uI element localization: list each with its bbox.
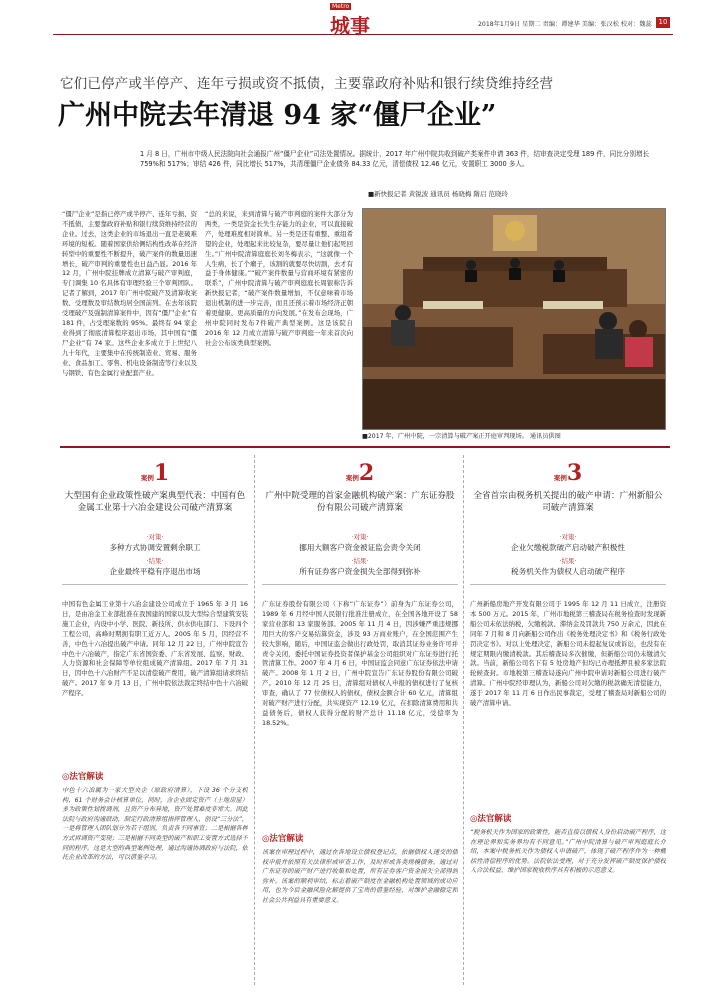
case-3-remedy: 企业欠缴税款破产启动破产积极性 bbox=[511, 543, 625, 552]
case-3-law-body: “税务机关作为国家的政策性，能否直接以债权人身份启动破产程序，这在理论界和实务界均有不同意见。”广州中院清算与破产审判庭庭长介绍，本案中税务机关作为债权人申请破产，体现了破产程序作为一种概括性清偿程序的优势。法院依法受理，对于充分发挥破产制度保护债权人合法权益、维护国家税收秩序具有积极的示范意义。 bbox=[470, 829, 666, 875]
case-2-label: 案例 bbox=[345, 474, 359, 482]
date-line: 2018年1月9日 星期二 责编：谭建华 美编：张汉松 校对：魏蕊 bbox=[478, 21, 652, 28]
article-headline: 广州中院去年清退 94 家“僵尸企业” bbox=[58, 100, 497, 131]
column-divider-2 bbox=[463, 455, 464, 985]
case-3-result: 税务机关作为债权人启动破产程序 bbox=[511, 567, 625, 576]
case-2-remedy-tag: ·对策· bbox=[351, 533, 369, 541]
case-2-law-body: 该案在审理过程中，通过在各地设立债权登记点，依据债权人递交的债权申报并依照有关法律形成审查工作，及时形成各类规模债务。通过对广东证券的破产财产进行收集和处置，所有证券客户资金损失全部得到弥补。该案的顺利审结，标志着破产制度在金融机构处置领域的成功应用，也为今后金融风险化解提供了宝贵的借鉴经验，对维护金融稳定和社会公共利益具有重要意义。 bbox=[262, 849, 458, 904]
case-1-rule bbox=[62, 584, 248, 585]
article-column-2: “总的来说，来到清算与破产审判庭的案件大部分为两类，一类是资金长失生存能力的企业，可以直接破产，处理难度相对简单。另一类是还有重整、重组希望的企业，处理起来比较复杂，要尽量让他们起死回生。”广州中院清算庭庭长刘冬梅表示，“这就像一个人生病，长了个瘤子，该割的就要尽快切割，去才有益于身体健康。”“破产案件数量与营商环境有紧密的联系”，广州中院清算与破产审判庭庭长周银称告诉新快报记者，“破产案件数量增加，不仅意味着市场退出机制的进一步完善，而且还预示着市场经济正朝着更健康、更高质量的方向发展。”在发布会现场，广州中院同时发布7件破产典型案例。这是该院自 2016 年 12 月成立清算与破产审判庭一年来首次向社会公布该类典型案例。 bbox=[205, 210, 353, 347]
article-lead: 1 月 8 日，广州市中级人民法院向社会通报广州“僵尸企业”司法处置情况。据统计，2017 年广州中院共收到破产类案件申请 363 件，结审查决定受理 189 件，同比分别增长 759%和 517%；审结 426 件，同比增长 517%，共清理僵尸企业债务 84.33 亿元，清偿债权 12.46 亿元，安置职工 3000 多人。 bbox=[140, 150, 650, 169]
photo-caption: ■2017 年，广州中院，一宗清算与破产案正开庭审判现场。 通讯员供图 bbox=[362, 433, 561, 440]
case-1-number: 1 bbox=[153, 460, 170, 486]
case-2-result: 所有证券客户资金损失全部得到弥补 bbox=[299, 567, 421, 576]
case-2-header bbox=[262, 460, 458, 486]
case-3-remedy-tag: ·对策· bbox=[559, 533, 577, 541]
case-2-result-tag: ·结果· bbox=[351, 557, 369, 565]
courtroom-photo bbox=[362, 208, 666, 430]
case-1-remedy: 多种方式协调安置剩余职工 bbox=[109, 543, 201, 552]
case-2-number: 2 bbox=[358, 460, 375, 486]
case-2-title: 广州中院受理的首家金融机构破产案：广东证券股份有限公司破产清算案 bbox=[265, 491, 455, 513]
case-3-number: 3 bbox=[566, 460, 583, 486]
page-number: 10 bbox=[656, 17, 670, 28]
reporter-byline: ■新快报记者 黄锐波 通讯员 杨晓梅 隋启 范晓玲 bbox=[368, 190, 508, 198]
case-2-remedy: 挪用大额客户资金被证监会责令关闭 bbox=[299, 543, 421, 552]
cases-top-rule bbox=[60, 446, 670, 448]
case-1-law-title: ◎法官解读 bbox=[62, 772, 104, 782]
article-subtitle: 它们已停产或半停产、连年亏损或资不抵债，主要靠政府补贴和银行续贷维持经营 bbox=[60, 76, 554, 92]
case-3-result-tag: ·结果· bbox=[559, 557, 577, 565]
case-2-body: 广东证券股份有限公司（下称“广东证券”）前身为广东证券公司，1989 年 6 月经中国人民银行批准注册成立，在全国各地开设了 58 家营业部和 13 家服务部。2005 年 11 月 4 日，因涉嫌严重违规挪用巨大的客户交易结算资金，涉及 93 万商业账户，在全国范围产生较大影响，随后，中国证监会做出行政处罚，取消其证券业务许可并责令关闭，委托中国证券投资者保护基金公司组织对广东证券进行托管清算工作。2007 年 4 月 6 日，中国证监会同意广东证券依法申请破产。2008 年 1 月 2 日，广州中院宣告广东证券股份有限公司破产。2010 年 12 月 25 日，清算组对债权人申报的债权进行了复核审查，确认了 77 位债权人的债权，债权金额合计 60 亿元，清算组对破产财产进行分配，共实现资产 12.19 亿元，在扣除清算费用和共益债务后，债权人获得分配的财产总计 11.18 亿元，受偿率为 18.52%。 bbox=[262, 600, 458, 727]
case-3-rule bbox=[470, 584, 666, 585]
column-divider-1 bbox=[254, 455, 255, 985]
case-3-body: 广州新船房地产开发有限公司于 1995 年 12 月 11 日成立，注册资本 500 万元。2015 年，广州市地税第三稽查局在税务检查时发现新船公司未依法纳税，欠缴税款、滞纳金及罚款共 750 万余元，因此在同年 7 月和 8 月向新船公司作出《税务处理决定书》和《税务行政处罚决定书》。对以上处理决定，新船公司未提起复议或诉讼，也没有在规定期限内缴清税款。其后稽查局多次催缴，但新船公司仍未缴清欠款。当前，新船公司名下有 5 处房地产但均已办理抵押且被多家法院轮候查封。市地税第三稽查局遂向广州中院申请对新船公司进行破产清算。广州中院经审理认为，新船公司对欠缴的税款确无清偿能力，遂于 2017 年 11 月 6 日作出民事裁定，受理了稽查局对新船公司的破产清算申请。 bbox=[470, 600, 666, 708]
case-1-result-tag: ·结果· bbox=[146, 557, 164, 565]
case-1-label: 案例 bbox=[140, 474, 154, 482]
case-3-law-title: ◎法官解读 bbox=[470, 814, 512, 824]
case-3-label: 案例 bbox=[553, 474, 567, 482]
case-2-rule bbox=[262, 584, 458, 585]
case-1-header bbox=[62, 460, 248, 486]
case-2-law-title: ◎法官解读 bbox=[262, 834, 304, 844]
section-tag: Metro bbox=[332, 3, 350, 10]
case-1-result: 企业最终平稳有序退出市场 bbox=[109, 567, 201, 576]
case-1-body: 中国有色金属工业第十六冶金建设公司成立于 1965 年 3 月 16 日，是由冶金工业部批准在我国建的国家以及大型综合型建筑安装施工企业，内设中小学、医院、新技所、供水供电部门、下设四个工程公司，高峰时期拥有职工近万人。2005 年 5 月，因经营不善，中色十六冶提出破产申请。同年 12 月 22 日，广州中院宣告中色十六冶破产，指定广东省国资委、广东省发展、监察、财政、人力资源和社会保障等单位组成破产清算组。2017 年 7 月 31 日，因中色十六冶财产不足以清偿破产费用，破产清算组请求终结破产。2017 年 9 月 13 日，广州中院依法裁定终结中色十六冶破产程序。 bbox=[62, 600, 248, 698]
case-3-title: 全省首宗由税务机关提出的破产申请：广州新船公司破产清算案 bbox=[473, 491, 663, 513]
case-3-header bbox=[470, 460, 666, 486]
article-column-1: “僵尸企业”是指已停产或半停产、连年亏损、资不抵债，主要靠政府补贴和银行续贷维持经营的企业。过去，这类企业的市场退出一直是老破难环境的短板。随着国家供给侧结构性改革在经济转型中的重要性不断提升，破产案件的数量迅速增长，破产审判的重要性也日益凸显。2016 年 12 月，广州中院挂牌成立清算与破产审判庭，专门调集 10 名具体有审理经验三个审判团队。记者了解到，2017 年广州中院破产及清算收案数、受理数及审结数均居全国前列。在去年该院受理破产及强制清算案件中，因有“僵尸企业”有 181 件，占受理案数的 95%。最终有 94 家企业得到了彻底清算程序退出市场，其中国有“僵尸企业”有 74 家。这些企业多成立于上世纪八九十年代，主要集中在传统制造业、贸易、服务业、食品加工、零售、机电设备制造等行业以及与钢铁、有色金属行业配套产业。 bbox=[62, 210, 197, 377]
case-1-remedy-tag: ·对策· bbox=[146, 533, 164, 541]
section-name: 城事 bbox=[330, 14, 370, 38]
case-1-title: 大型国有企业政策性破产案典型代表：中国有色金属工业第十六冶金建设公司破产清算案 bbox=[64, 491, 246, 513]
courtroom-illustration bbox=[363, 209, 666, 430]
case-1-law-body: 中色十六冶属为一家大型央企（原政府清算），下设 36 个分支机构、61 个财务会计核算单位，同时，含企业固定资产（土地房屋）多为政策性划拨调剂，且资产分布异地，资产处置难度非常大。因此法院与政府沟通联动，制定行政清算组指挥管理人，创设“三分法”，一是将管理人团队划分为若干组别，负责各不同事宜；二是根据各种方式拆调资产变现；三是根据不同类型的破产和职工安置方式选择不同的程序。这是大型的典型案例处理，通过沟通协调政府与法院，依托企业改革的方法，可以借鉴学习。 bbox=[62, 787, 248, 862]
